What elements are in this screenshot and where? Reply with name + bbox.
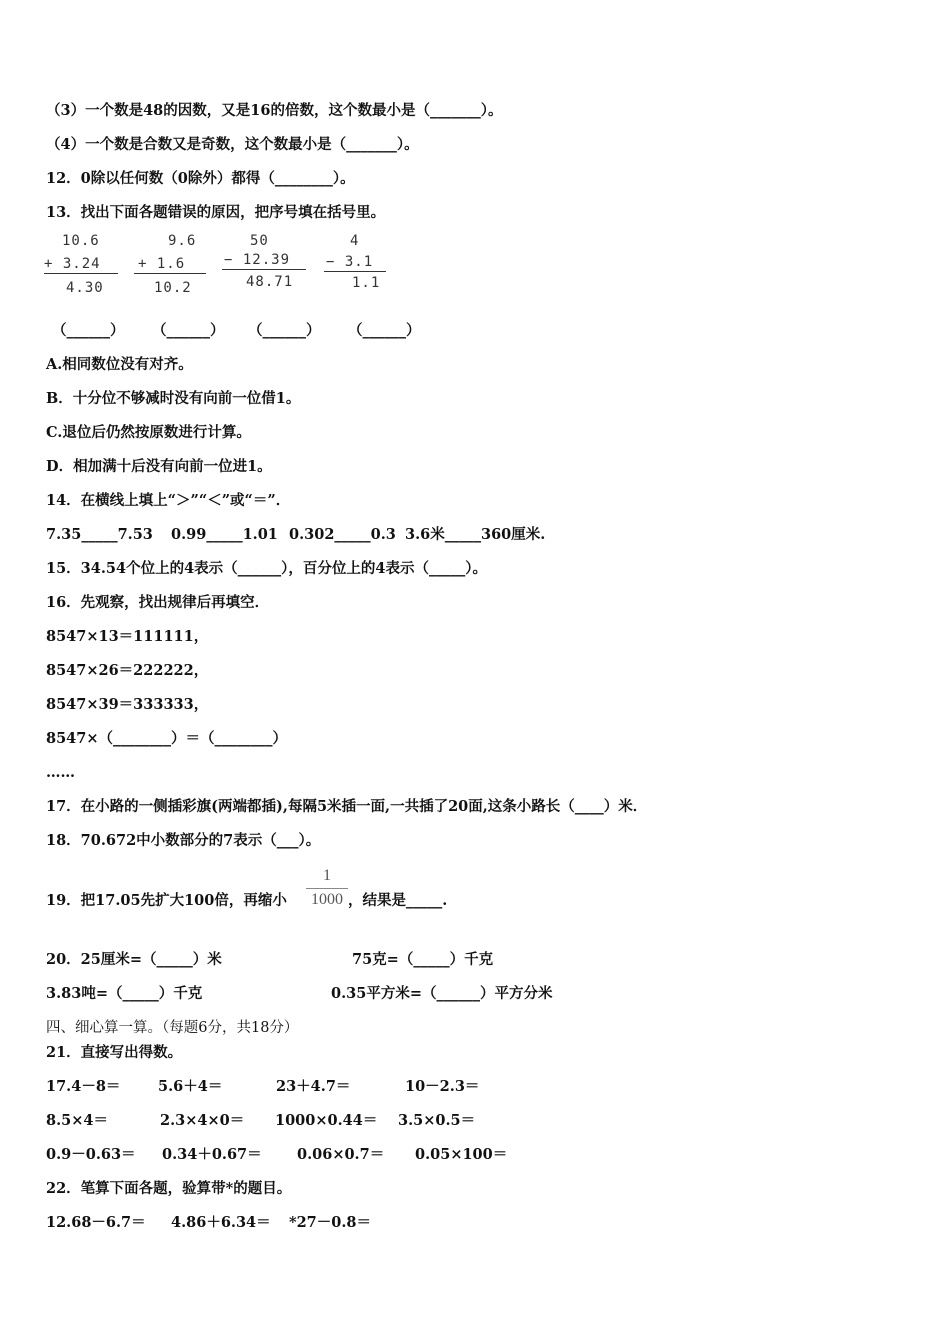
q20-a: 20．25厘米=（_____）米 xyxy=(46,951,222,968)
q17: 17．在小路的一侧插彩旗(两端都插),每隔5米插一面,一共插了20面,这条小路长（____）米． xyxy=(46,798,648,815)
calc-result: 1.1 xyxy=(352,275,381,291)
q13-stem: 13．找出下面各题错误的原因，把序号填在括号里。 xyxy=(46,204,386,221)
q16-ellipsis: …… xyxy=(46,764,75,781)
q16-line: 8547×（________）＝（________） xyxy=(46,730,288,747)
q15: 15．34.54个位上的4表示（______），百分位上的4表示（_____）。 xyxy=(46,560,488,577)
q16-line: 8547×26＝222222， xyxy=(46,662,209,679)
q14-stem: 14．在横线上填上“＞”“＜”或“＝”． xyxy=(46,492,291,509)
calc-rule xyxy=(324,271,386,272)
calc-result: 10.2 xyxy=(154,280,192,296)
q21-item: 2.3×4×0＝ xyxy=(160,1112,245,1129)
q19-before: 19．把17.05先扩大100倍，再缩小 xyxy=(46,892,287,909)
option-b: B．十分位不够减时没有向前一位借1。 xyxy=(46,390,301,407)
calc-rule xyxy=(44,273,118,274)
q14-item: 3.6米_____360厘米. xyxy=(405,526,546,543)
q21-item: 0.9－0.63＝ xyxy=(46,1146,136,1163)
q11-3: （3）一个数是48的因数，又是16的倍数，这个数最小是（_______）。 xyxy=(46,102,503,119)
calc-rule xyxy=(222,269,306,270)
q21-item: 8.5×4＝ xyxy=(46,1112,108,1129)
q20-d: 0.35平方米=（______）平方分米 xyxy=(331,985,553,1002)
calc-top: 50 xyxy=(250,233,269,249)
q21-item: 1000×0.44＝ xyxy=(275,1112,378,1129)
q11-4: （4）一个数是合数又是奇数，这个数最小是（_______）。 xyxy=(46,136,419,153)
answer-blank-1[interactable]: （______） xyxy=(52,322,125,339)
option-a: A.相同数位没有对齐。 xyxy=(46,356,193,373)
q18: 18．70.672中小数部分的7表示（___）。 xyxy=(46,832,321,849)
calc-operand: − 12.39 xyxy=(224,252,291,268)
answer-blank-3[interactable]: （______） xyxy=(248,322,321,339)
q14-item: 0.99_____1.01 xyxy=(171,526,278,543)
calc-rule xyxy=(134,273,206,274)
q12: 12．0除以任何数（0除外）都得（________）。 xyxy=(46,170,355,187)
answer-blank-2[interactable]: （______） xyxy=(152,322,225,339)
q21-item: 5.6＋4＝ xyxy=(158,1078,223,1095)
option-d: D．相加满十后没有向前一位进1。 xyxy=(46,458,272,475)
q21-item: 23＋4.7＝ xyxy=(276,1078,351,1095)
q22-item: 12.68－6.7＝ xyxy=(46,1214,146,1231)
calc-operand: − 3.1 xyxy=(326,254,374,270)
q21-item: 3.5×0.5＝ xyxy=(398,1112,476,1129)
q16-line: 8547×13＝111111， xyxy=(46,628,209,645)
q19-after: ，结果是_____. xyxy=(348,892,448,909)
fraction xyxy=(306,866,348,910)
fraction-numerator: 1 xyxy=(323,867,331,884)
calc-operand: + 3.24 xyxy=(44,256,101,272)
calc-result: 48.71 xyxy=(246,274,294,290)
q14-item: 0.302_____0.3 xyxy=(289,526,396,543)
q14-item: 7.35_____7.53 xyxy=(46,526,153,543)
calc-top: 10.6 xyxy=(62,233,100,249)
answer-blank-4[interactable]: （______） xyxy=(348,322,421,339)
fraction-denominator: 1000 xyxy=(311,891,343,908)
calc-top: 4 xyxy=(350,233,360,249)
calc-top: 9.6 xyxy=(168,233,197,249)
q21-item: 10－2.3＝ xyxy=(405,1078,480,1095)
calc-result: 4.30 xyxy=(66,280,104,296)
option-c: C.退位后仍然按原数进行计算。 xyxy=(46,424,251,441)
q20-c: 3.83吨=（_____）千克 xyxy=(46,985,203,1002)
q21-item: 17.4－8＝ xyxy=(46,1078,121,1095)
q22-stem: 22．笔算下面各题，验算带*的题目。 xyxy=(46,1180,292,1197)
q16-line: 8547×39＝333333， xyxy=(46,696,209,713)
q20-b: 75克=（_____）千克 xyxy=(352,951,494,968)
q21-item: 0.06×0.7＝ xyxy=(297,1146,385,1163)
fraction-bar xyxy=(306,888,348,889)
q21-stem: 21．直接写出得数。 xyxy=(46,1044,183,1061)
q22-item: *27－0.8＝ xyxy=(289,1214,371,1231)
q21-item: 0.05×100＝ xyxy=(415,1146,508,1163)
calc-operand: + 1.6 xyxy=(138,256,186,272)
q22-item: 4.86＋6.34＝ xyxy=(171,1214,271,1231)
q21-item: 0.34＋0.67＝ xyxy=(162,1146,262,1163)
q16-stem: 16．先观察，找出规律后再填空． xyxy=(46,594,270,611)
section-heading: 四、细心算一算。（每题6分，共18分） xyxy=(46,1020,299,1036)
